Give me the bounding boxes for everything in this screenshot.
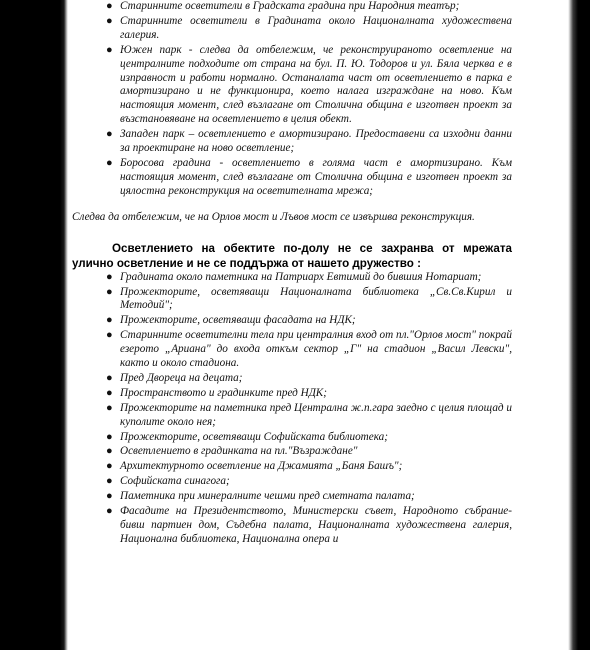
bullet-icon: ● bbox=[106, 329, 113, 342]
bullet-icon: ● bbox=[106, 475, 113, 488]
list-item-text: Пространството и градинките пред НДК; bbox=[120, 386, 327, 399]
list-item bbox=[72, 402, 512, 430]
parks-status-list bbox=[72, 0, 512, 199]
list-item-text: Западен парк – осветлението е амортизирано. Предоставени са изходни данни за проектиране на ново осветление; bbox=[120, 128, 512, 155]
scan-left-border bbox=[0, 0, 68, 650]
list-item bbox=[72, 431, 512, 445]
list-item bbox=[72, 0, 512, 14]
list-item bbox=[72, 286, 512, 314]
list-item bbox=[72, 157, 512, 199]
section-heading: Осветлението на обектите по-долу не се захранва от мрежата улично осветление и не се поддържа от нашето дружество : bbox=[72, 241, 512, 270]
unmaintained-objects-list bbox=[72, 271, 512, 547]
list-item bbox=[72, 271, 512, 285]
list-item-text: Градината около паметника на Патриарх Евтимий до бившия Нотариат; bbox=[120, 270, 482, 283]
bullet-icon: ● bbox=[106, 401, 113, 414]
bullet-icon: ● bbox=[106, 505, 113, 518]
scan-right-border bbox=[568, 0, 590, 650]
bullet-icon: ● bbox=[106, 314, 113, 327]
list-item bbox=[72, 329, 512, 371]
reconstruction-note: Следва да отбележим, че на Орлов мост и Лъвов мост се извършва реконструкция. bbox=[72, 210, 475, 223]
list-item-text: Прожекторите, осветяващи Националната библиотека „Св.Св.Кирил и Методий"; bbox=[120, 285, 512, 312]
list-item bbox=[72, 128, 512, 156]
bullet-icon: ● bbox=[106, 371, 113, 384]
list-item-text: Старинните осветители в Градската градина при Народния театър; bbox=[120, 0, 460, 12]
list-item bbox=[72, 475, 512, 489]
bullet-icon: ● bbox=[106, 14, 113, 27]
list-item-text: Осветлението в градинката на пл."Възраждане" bbox=[120, 445, 358, 458]
list-item bbox=[72, 15, 512, 43]
bullet-icon: ● bbox=[106, 156, 113, 169]
list-item bbox=[72, 387, 512, 401]
list-item-text: Пред Двореца на децата; bbox=[120, 371, 243, 384]
list-item-text: Боросова градина - осветлението в голяма част е амортизирано. Към настоящия момент, след възлагане от Столична община е изготвен проект за цялостна реконструкция на осветителната мрежа; bbox=[120, 156, 512, 197]
list-item-text: Софийската синагога; bbox=[120, 475, 230, 488]
bullet-icon: ● bbox=[106, 460, 113, 473]
list-item-text: Старинните осветители в Градината около Националната художествена галерия. bbox=[120, 14, 512, 41]
list-item-text: Архитектурното осветление на Джамията „Баня Башъ"; bbox=[120, 460, 403, 473]
bullet-icon: ● bbox=[106, 445, 113, 458]
list-item-text: Старинните осветителни тела при централния вход от пл."Орлов мост" покрай езерото „Ариана" до входа откъм сектор „Г" на стадион „Васил Левски", както и около стадиона. bbox=[120, 329, 512, 370]
bullet-icon: ● bbox=[106, 43, 113, 56]
bullet-icon: ● bbox=[106, 128, 113, 141]
list-item bbox=[72, 445, 512, 459]
list-item-text: Прожекторите на паметника пред Централна ж.п.гара заедно с целия площад и куполите около нея; bbox=[120, 401, 512, 428]
list-item-text: Южен парк - следва да отбележим, че реконструираното осветление на централните подходите от страна на бул. П. Ю. Тодоров и ул. Бяла черква е в изправност и работи нормално. Останалата част от осветлението в парка е амортизирано и не функционира, което налага изграждане на ново. Към настоящия момент, след възлагане от Столична община е изготвен проект за възстановяване на осветлението в целия обект. bbox=[120, 43, 512, 126]
list-item bbox=[72, 505, 512, 547]
bullet-icon: ● bbox=[106, 270, 113, 283]
list-item-text: Фасадите на Президентството, Министерски съвет, Народното събрание-бивш партиен дом, Съдебна палата, Националната художествена галерия, Национална библиотека, Национална опера и bbox=[120, 505, 512, 545]
list-item-text: Прожекторите, осветяващи фасадата на НДК; bbox=[120, 314, 356, 327]
list-item bbox=[72, 372, 512, 386]
list-item bbox=[72, 44, 512, 127]
list-item bbox=[72, 314, 512, 328]
bullet-icon: ● bbox=[106, 0, 113, 12]
list-item-text: Паметника при минералните чешми пред сметната палата; bbox=[120, 490, 415, 503]
list-item bbox=[72, 490, 512, 504]
bullet-icon: ● bbox=[106, 430, 113, 443]
bullet-icon: ● bbox=[106, 490, 113, 503]
document-page bbox=[72, 0, 512, 650]
list-item bbox=[72, 460, 512, 474]
list-item-text: Прожекторите, осветяващи Софийската библиотека; bbox=[120, 430, 388, 443]
bullet-icon: ● bbox=[106, 386, 113, 399]
bullet-icon: ● bbox=[106, 285, 113, 298]
